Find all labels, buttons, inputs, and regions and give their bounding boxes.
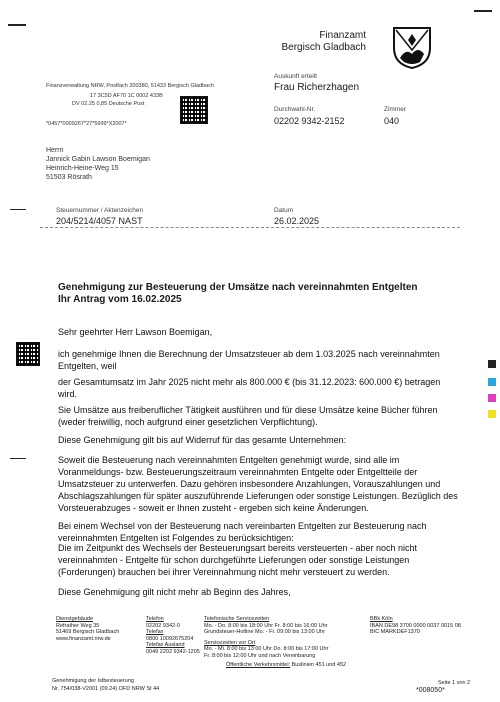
page-code: *008050* xyxy=(416,687,445,694)
recipient-city: 51503 Rösrath xyxy=(46,174,92,181)
footer-website: www.finanzamt.nrw.de xyxy=(56,635,111,642)
footer-address xyxy=(56,616,119,642)
paragraph-8: Diese Genehmigung gilt nicht mehr ab Beginn des Jahres, xyxy=(58,587,291,597)
paragraph-3: Sie Umsätze aus freiberuflicher Tätigkeit ausführen und für diese Umsätze keine Bücher führen (weder freiwillig, noch aufgrund einer gesetzlichen Verpflichtung). xyxy=(58,405,438,427)
room-value: 040 xyxy=(384,116,400,126)
footer-phone-title: Telefon xyxy=(146,616,164,622)
return-address: Finanzverwaltung NRW, Postfach 200380, 51433 Bergisch Gladbach xyxy=(46,83,215,89)
paragraph-2: der Gesamtumsatz im Jahr 2025 nicht mehr als 800.000 € (bis 31.12.2023: 600.000 €) betragen wird. xyxy=(58,377,441,399)
letter-date: 26.02.2025 xyxy=(274,216,320,226)
paragraph-5: Soweit die Besteuerung nach vereinnahmten Entgelten genehmigt wurde, sind alle im Voranmeldungs- bzw. Besteuerungszeitraum vereinnahmten Entgelte oder Entgeltteile der Umsatzsteuer zu unterwerfen. Dazu gehören insbesondere Anzahlungen, Vorauszahlungen und Abschlagszahlungen für später auszuführende Lieferungen oder sonstige Leistungen. Bezüglich des Vorsteuerabzuges - soweit er Ihnen zusteht - ergeben sich keine Änderungen. xyxy=(58,455,458,513)
footer-transit-value: Buslinien 451 und 452 xyxy=(291,662,347,668)
fold-mark xyxy=(8,24,26,26)
footer-transit-title: Öffentliche Verkehrsmittel: xyxy=(226,662,291,668)
fold-mark xyxy=(474,10,492,12)
footer-phone-line: 02202 9342-0 xyxy=(146,622,180,629)
document-reference: Genehmigung der Istbesteuerung xyxy=(52,678,134,684)
coat-of-arms-icon xyxy=(390,24,434,70)
paragraph-4: Diese Genehmigung gilt bis auf Widerruf für das gesamte Unternehmen: xyxy=(58,435,347,445)
color-mark-black xyxy=(488,360,496,368)
subject-line-2: Ihr Antrag vom 16.02.2025 xyxy=(58,294,182,305)
footer-service-line: Grundsteuer-Hotline Mo. - Fr. 09:00 bis 13:00 Uhr xyxy=(204,629,326,635)
date-label: Datum xyxy=(274,207,294,214)
footer-service-title: Telefonische Servicezeiten xyxy=(204,616,270,622)
footer-fax-abroad-title: Telefax Ausland xyxy=(146,642,185,648)
footer-address-title: Dienstgebäude xyxy=(56,616,94,622)
info-name: Frau Richerzhagen xyxy=(274,82,360,93)
color-mark-cyan xyxy=(488,378,496,386)
matrix-code-icon xyxy=(180,96,208,124)
footer-iban: IBAN DE98 3700 0000 0037 0015 08 xyxy=(370,622,461,629)
paragraph-1: ich genehmige Ihnen die Berechnung der Umsatzsteuer ab dem 1.03.2025 nach vereinnahmten Entgelten, weil xyxy=(58,349,440,371)
matrix-code-icon xyxy=(16,342,40,366)
greeting: Sehr geehrter Herr Lawson Boemigan, xyxy=(58,327,213,337)
footer-onsite-line: Mo. - Mi. 8:00 bis 13:00 Uhr Do. 8:00 bis 17:00 Uhr xyxy=(204,646,329,652)
footer-fax-line: 0800 10092675204 xyxy=(146,635,194,642)
paragraph-7: Die im Zeitpunkt des Wechsels der Besteuerungsart bereits versteuerten - aber noch nicht vereinnahmten - Entgelte für schon durchgeführte Lieferungen oder sonstige Leistungen (Forderungen) brauchen bei ihrer Vereinnahmung nicht mehr versteuert zu werden. xyxy=(58,543,418,577)
fold-mark xyxy=(10,458,26,459)
footer-phone xyxy=(146,616,200,655)
fold-mark xyxy=(10,209,26,210)
footer-bank-title: BBk Köln xyxy=(370,616,393,622)
room-label: Zimmer xyxy=(384,106,407,113)
recipient-street: Heinrich-Heine-Weg 15 xyxy=(46,165,119,172)
info-label: Auskunft erteilt xyxy=(274,73,317,80)
recipient-salutation: Herrn xyxy=(46,147,64,154)
authority-city: Bergisch Gladbach xyxy=(281,42,366,53)
tax-number-label: Steuernummer / Aktenzeichen xyxy=(56,207,144,214)
footer-onsite-title: Servicezeiten vor Ort xyxy=(204,639,256,646)
page-number: Seite 1 von 2 xyxy=(438,680,471,686)
recipient-name: Jannick Gabin Lawson Boemigan xyxy=(46,156,150,163)
footer-bic: BIC MARKDEF1370 xyxy=(370,629,420,635)
divider xyxy=(40,227,460,228)
footer-service-line: Mo. - Do. 8:00 bis 18:00 Uhr Fr. 8:00 bis 16:00 Uhr xyxy=(204,622,328,629)
form-number: Nr. 754/038-V2001 (09.24) OFD NRW St 44 xyxy=(52,686,160,692)
footer-fax-title: Telefax xyxy=(146,629,164,635)
footer-address-line: 51469 Bergisch Gladbach xyxy=(56,629,120,635)
subject-line-1: Genehmigung zur Besteuerung der Umsätze nach vereinnahmten Entgelten xyxy=(58,282,418,293)
footer-onsite-line: Fr. 8:00 bis 12:00 Uhr und nach Vereinbarung xyxy=(204,652,316,659)
paragraph-6: Bei einem Wechsel von der Besteuerung nach vereinbarten Entgelten zur Besteuerung nach vereinnahmten Entgelten ist Folgendes zu berücksichtigen: xyxy=(58,521,427,543)
postal-code: 17 3C5D AF70 1C 0002 433B xyxy=(90,93,163,99)
footer-address-line: Refrather Weg 35 xyxy=(56,622,100,629)
color-mark-magenta xyxy=(488,394,496,402)
phone-value: 02202 9342-2152 xyxy=(274,116,345,126)
phone-label: Durchwahl-Nr. xyxy=(274,106,316,113)
color-mark-yellow xyxy=(488,410,496,418)
footer-bank xyxy=(370,616,461,636)
tracking-code: *0457*0009267*27*5999*X2007* xyxy=(46,121,127,127)
postage-imprint: DV 02.25 0,85 Deutsche Post xyxy=(72,101,145,107)
footer-service-times xyxy=(204,616,346,669)
tax-number: 204/5214/4057 NAST xyxy=(56,216,143,226)
authority-name: Finanzamt xyxy=(319,30,366,41)
footer-fax-abroad-line: 0049 2202 9342-1205 xyxy=(146,648,200,655)
